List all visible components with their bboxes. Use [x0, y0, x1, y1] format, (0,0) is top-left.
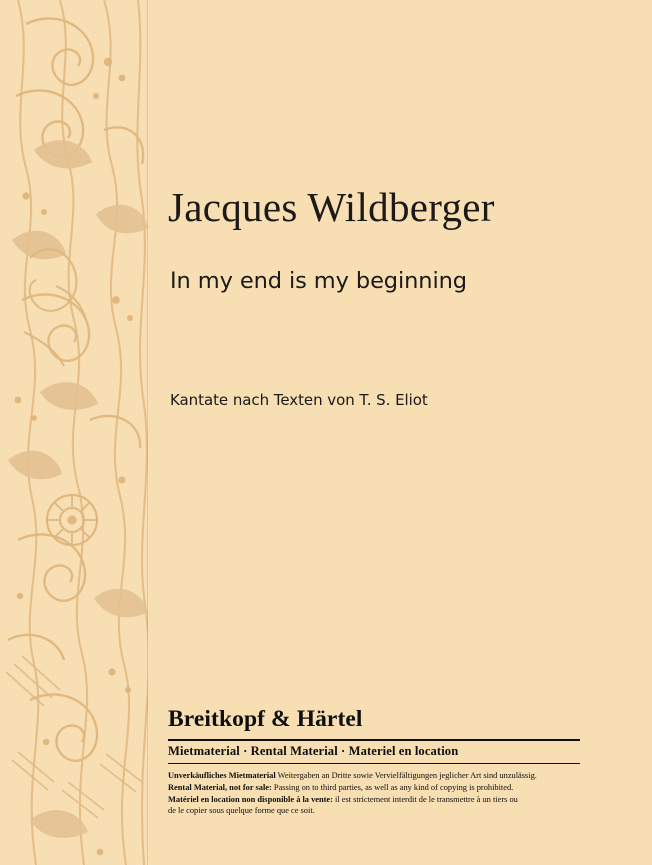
- decorative-ornament-band: [0, 0, 148, 865]
- legal-en-rest: Passing on to third parties, as well as any kind of copying is prohibited.: [271, 782, 514, 792]
- legal-de-rest: Weitergaben an Dritte sowie Vervielfältigungen jeglicher Art sind unzulässig.: [275, 770, 537, 780]
- legal-fr-bold: Matériel en location non disponible à la vente:: [168, 794, 333, 804]
- publisher-name: Breitkopf & Härtel: [168, 706, 363, 732]
- imprint-rule-bottom: [168, 763, 580, 764]
- legal-line-en: [168, 782, 568, 794]
- composer-name: Jacques Wildberger: [168, 184, 495, 230]
- work-subtitle: Kantate nach Texten von T. S. Eliot: [170, 391, 428, 409]
- imprint-block: [168, 706, 588, 817]
- legal-line-fr: [168, 794, 568, 806]
- legal-de-bold: Unverkäufliches Mietmaterial: [168, 770, 276, 780]
- imprint-rule-top: [168, 739, 580, 741]
- legal-en-bold: Rental Material, not for sale:: [168, 782, 272, 792]
- legal-line-de: [168, 770, 568, 782]
- work-title: In my end is my beginning: [170, 268, 467, 294]
- legal-line-fr-2: de le copier sous quelque forme que ce soit.: [168, 806, 315, 816]
- legal-notice: [168, 770, 568, 818]
- legal-fr-rest: il est strictement interdit de le transmettre à un tiers ou: [332, 794, 518, 804]
- band-divider: [147, 0, 148, 865]
- cover-content: [168, 0, 616, 865]
- rental-material-line: Mietmaterial · Rental Material · Materiel en location: [168, 743, 459, 758]
